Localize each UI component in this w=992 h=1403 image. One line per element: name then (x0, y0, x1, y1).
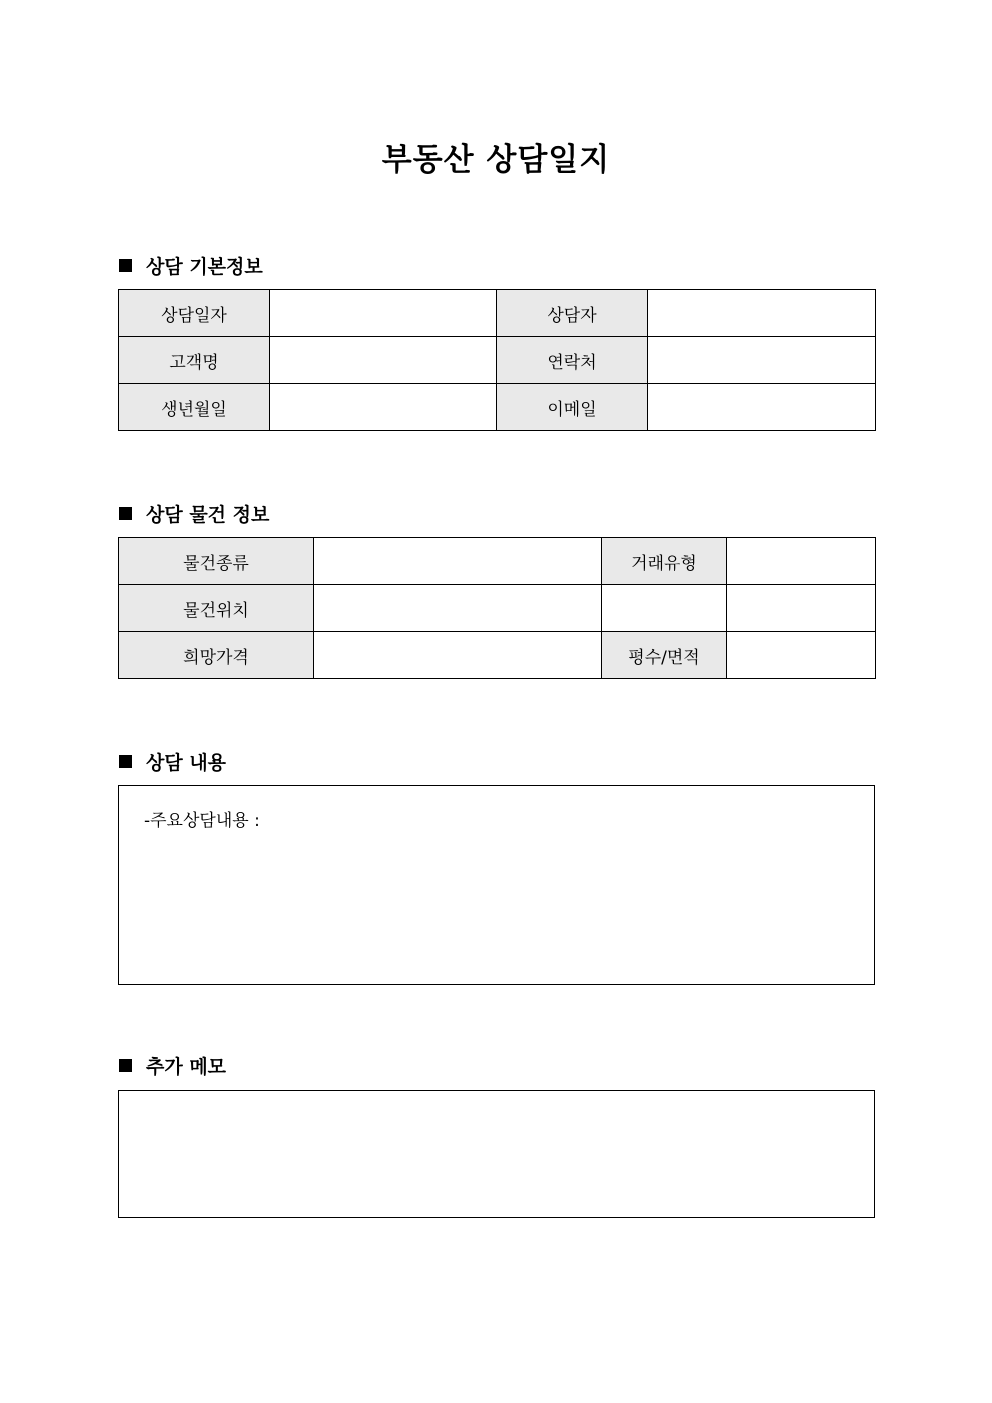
section-heading-basic-info (119, 253, 263, 277)
deal-type-field[interactable] (727, 538, 876, 585)
field-label-consultant: 상담자 (497, 290, 648, 337)
section-heading-property-info (119, 501, 269, 525)
square-bullet-icon (119, 507, 132, 520)
table-row (119, 384, 876, 431)
table-row (119, 585, 876, 632)
consultation-content-text: -주요상담내용 : (144, 811, 260, 831)
field-label-desired-price: 희망가격 (119, 632, 314, 679)
property-location-extra-field[interactable] (602, 585, 727, 632)
field-label-deal-type: 거래유형 (602, 538, 727, 585)
square-bullet-icon (119, 755, 132, 768)
field-label-customer-name: 고객명 (119, 337, 270, 384)
customer-name-field[interactable] (270, 337, 497, 384)
table-row (119, 290, 876, 337)
section-heading-consultation (119, 749, 226, 773)
section-heading-label: 상담 기본정보 (146, 255, 263, 278)
field-label-property-type: 물건종류 (119, 538, 314, 585)
field-label-email: 이메일 (497, 384, 648, 431)
field-label-contact: 연락처 (497, 337, 648, 384)
square-bullet-icon (119, 259, 132, 272)
square-bullet-icon (119, 1059, 132, 1072)
section-heading-label: 상담 내용 (146, 751, 227, 774)
property-location-field[interactable] (314, 585, 602, 632)
consultation-content-box[interactable] (118, 785, 875, 985)
table-row (119, 632, 876, 679)
table-row (119, 337, 876, 384)
desired-price-field[interactable] (314, 632, 602, 679)
table-row (119, 538, 876, 585)
section-heading-label: 추가 메모 (146, 1055, 227, 1078)
section-heading-memo (119, 1053, 226, 1077)
email-field[interactable] (648, 384, 876, 431)
section-heading-label: 상담 물건 정보 (146, 503, 270, 526)
area-field[interactable] (727, 632, 876, 679)
property-type-field[interactable] (314, 538, 602, 585)
contact-field[interactable] (648, 337, 876, 384)
page-title: 부동산 상담일지 (381, 142, 611, 178)
field-label-area: 평수/면적 (602, 632, 727, 679)
property-info-table (118, 537, 876, 679)
consultant-field[interactable] (648, 290, 876, 337)
field-label-property-location: 물건위치 (119, 585, 314, 632)
memo-box[interactable] (118, 1090, 875, 1218)
field-label-birth-date: 생년월일 (119, 384, 270, 431)
birth-date-field[interactable] (270, 384, 497, 431)
field-label-consult-date: 상담일자 (119, 290, 270, 337)
property-location-extra-field-2[interactable] (727, 585, 876, 632)
consult-date-field[interactable] (270, 290, 497, 337)
basic-info-table (118, 289, 876, 431)
